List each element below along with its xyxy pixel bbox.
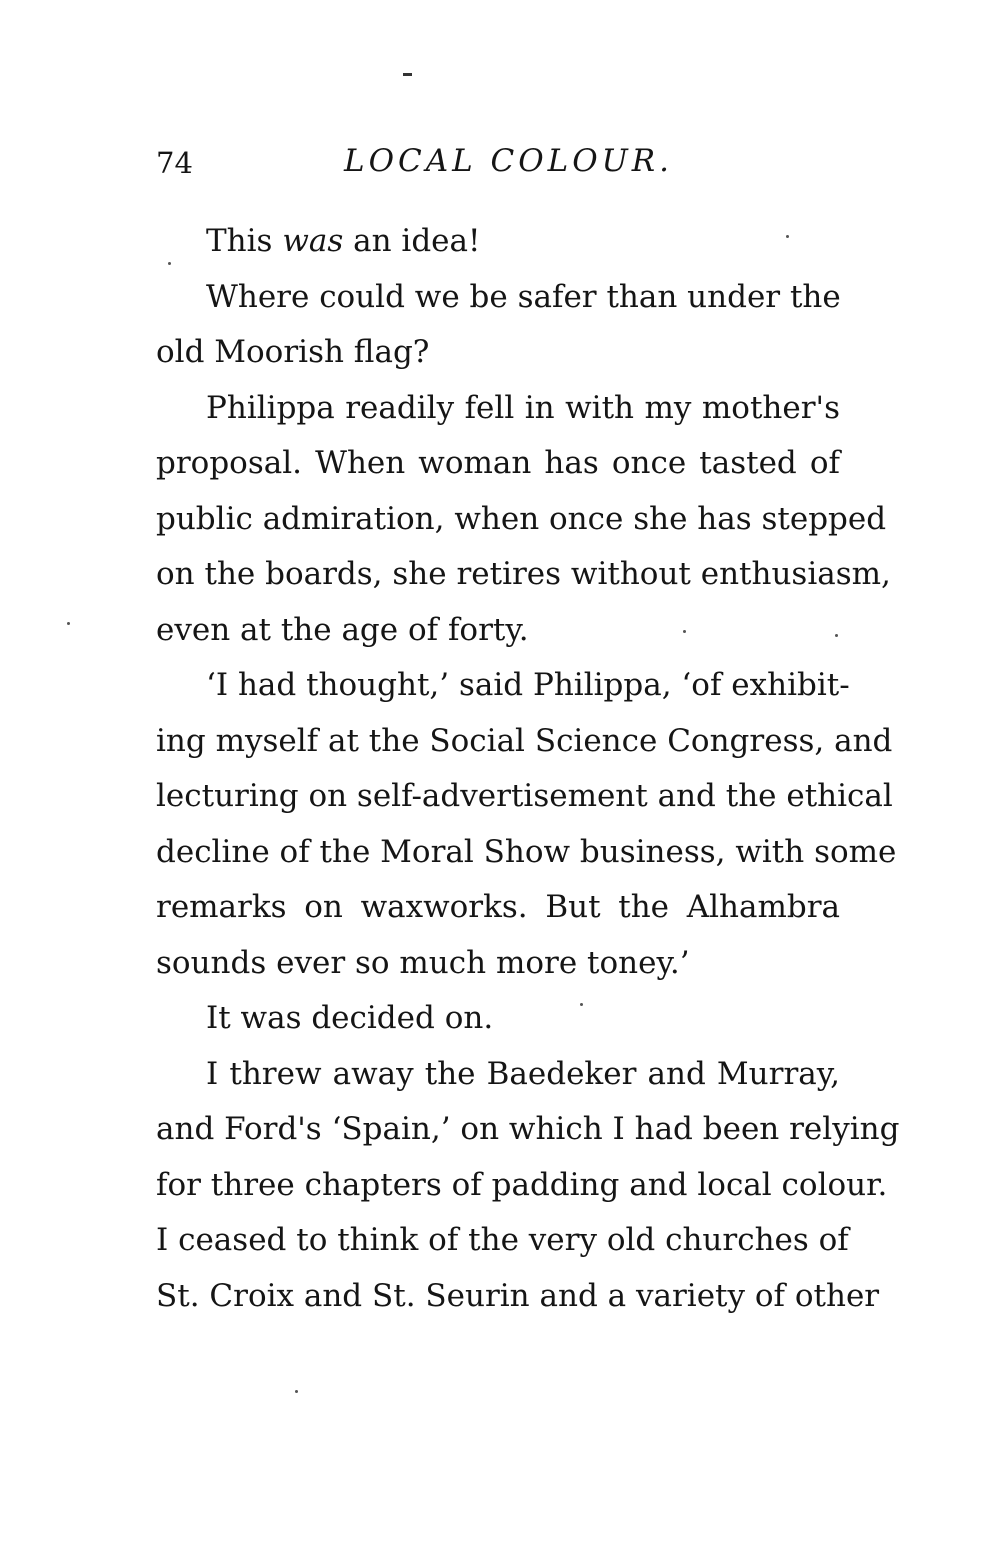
paragraph-line: public admiration, when once she has stepped (156, 500, 887, 537)
text-run: an idea! (343, 223, 481, 259)
paragraph-line: Where could we be safer than under the (206, 278, 841, 315)
page-number: 74 (156, 146, 193, 180)
paragraph-line: Philippa readily fell in with my mother's (206, 389, 840, 426)
paragraph-line: even at the age of forty. (156, 611, 529, 648)
scan-speck (168, 262, 171, 265)
paragraph-line: I threw away the Baedeker and Murray, (206, 1055, 840, 1092)
paragraph-line: proposal. When woman has once tasted of (156, 445, 840, 481)
paragraph-line: and Ford's ‘Spain,’ on which I had been relying (156, 1111, 900, 1147)
scan-speck (835, 634, 838, 637)
paragraph-line: It was decided on. (206, 1000, 494, 1036)
paragraph-line (156, 214, 840, 270)
italic-word: was (282, 223, 344, 259)
paragraph-line: for three chapters of padding and local colour. (156, 1166, 888, 1203)
scan-speck (580, 1003, 583, 1006)
scan-speck (67, 622, 70, 625)
print-mark (403, 73, 412, 76)
paragraph-line: ing myself at the Social Science Congress, and (156, 722, 893, 759)
body-text (156, 214, 900, 1324)
paragraph-line: sounds ever so much more toney.’ (156, 944, 690, 981)
text-run: This (206, 223, 283, 259)
paragraph-line: lecturing on self-advertisement and the ethical (156, 778, 893, 814)
paragraph-line: old Moorish flag? (156, 334, 430, 370)
scan-speck (295, 1390, 298, 1393)
paragraph-line: St. Croix and St. Seurin and a variety of other (156, 1277, 880, 1314)
paragraph-line: on the boards, she retires without enthusiasm, (156, 556, 891, 592)
page-header (156, 140, 840, 184)
paragraph-line: remarks on waxworks. But the Alhambra (156, 889, 840, 925)
scan-speck (786, 235, 789, 238)
paragraph-line: ‘I had thought,’ said Philippa, ‘of exhibit- (206, 667, 850, 703)
running-title: LOCAL COLOUR. (344, 143, 674, 179)
paragraph-line: decline of the Moral Show business, with some (156, 833, 897, 870)
paragraph-line: I ceased to think of the very old churches of (156, 1222, 849, 1258)
scan-speck (683, 630, 686, 633)
